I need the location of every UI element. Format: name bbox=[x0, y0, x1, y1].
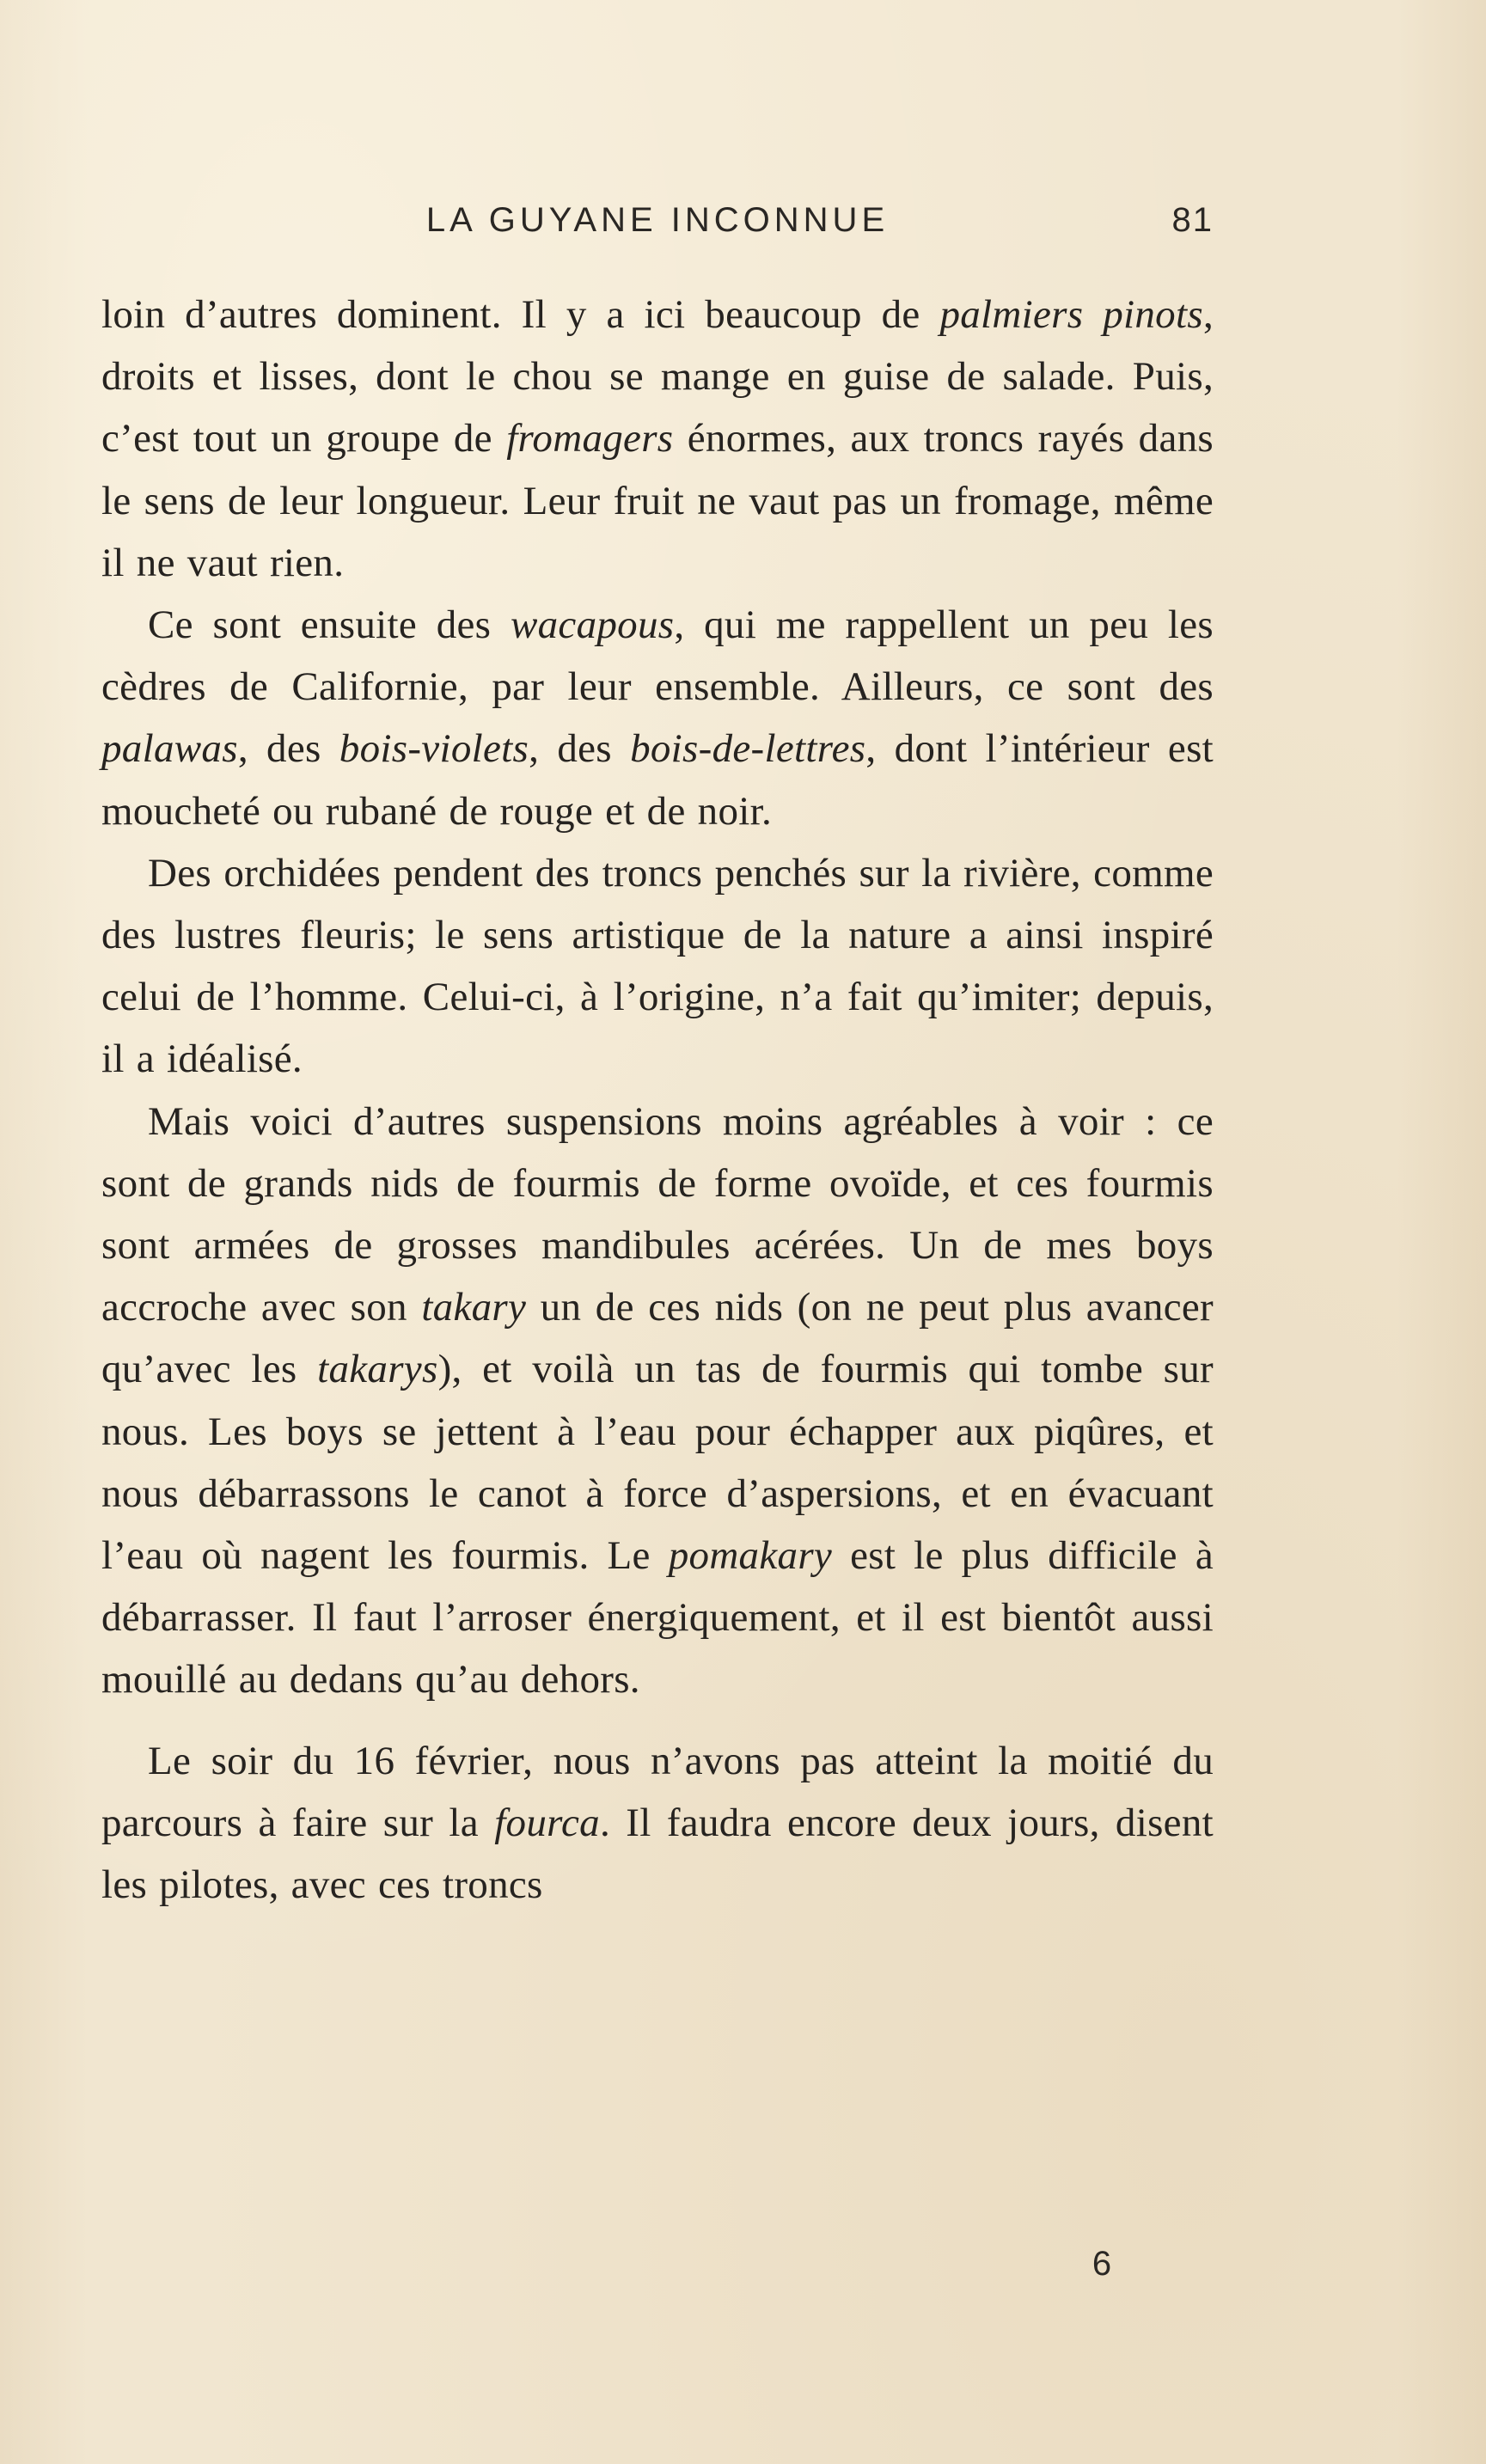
italic-term: bois-violets bbox=[339, 726, 529, 772]
text-run: est le plus difficile à débarrasser. Il faut l’arroser énergiquement, et il est bientôt aussi mouillé au dedans qu’au dehors. bbox=[101, 1533, 1214, 1703]
text-run: , dont l’intérieur est moucheté ou rubané de rouge et de noir. bbox=[101, 726, 1214, 834]
italic-term: bois-de-lettres bbox=[630, 726, 866, 772]
text-run: , des bbox=[237, 726, 339, 772]
italic-term: takary bbox=[421, 1285, 527, 1330]
running-title: LA GUYANE INCONNUE bbox=[425, 201, 890, 239]
italic-term: fourca bbox=[494, 1800, 600, 1845]
italic-term: takarys bbox=[317, 1347, 438, 1392]
text-run: ), et voilà un tas de fourmis qui tombe sur nous. Les boys se jettent à l’eau pour échapper aux piqûres, et nous débarrassons le canot à force d’aspersions, et en évacuant l’eau où nagent les fourmis. Le bbox=[101, 1347, 1214, 1579]
paragraph bbox=[101, 1091, 1214, 1711]
italic-term: wacapous bbox=[510, 602, 675, 648]
text-run: un de ces nids (on ne peut plus avancer qu’avec les bbox=[101, 1285, 1214, 1392]
running-head bbox=[101, 201, 1214, 253]
text-run: . Il faudra encore deux jours, disent les pilotes, avec ces troncs bbox=[101, 1800, 1214, 1908]
signature-mark: 6 bbox=[1092, 2245, 1112, 2283]
text-run: énormes, aux troncs rayés dans le sens de leur longueur. Leur fruit ne vaut pas un fromage, même il ne vaut rien. bbox=[101, 416, 1214, 585]
body-text bbox=[101, 284, 1214, 1916]
text-run: Des orchidées pendent des troncs penchés sur la rivière, comme des lustres fleuris; le sens artistique de la nature a ainsi inspiré celui de l’homme. Celui-ci, à l’origine, n’a fait qu’imiter; depuis, il a idéalisé. bbox=[101, 850, 1214, 1082]
text-run: , droits et lisses, dont le chou se mange en guise de salade. Puis, c’est tout un groupe de bbox=[101, 292, 1214, 462]
text-run: Le soir du 16 février, nous n’avons pas atteint la moitié du parcours à faire sur la bbox=[101, 1738, 1214, 1845]
italic-term: fromagers bbox=[506, 416, 674, 462]
text-run: Ce sont ensuite des bbox=[148, 602, 511, 648]
page-number: 81 bbox=[1171, 201, 1214, 239]
paragraph bbox=[101, 594, 1214, 842]
text-run: , qui me rappellent un peu les cèdres de Californie, par leur ensemble. Ailleurs, ce sont des bbox=[101, 602, 1214, 710]
text-run: Mais voici d’autres suspensions moins agréables à voir : ce sont de grands nids de fourmis de forme ovoïde, et ces fourmis sont armées de grosses mandibules acérées. Un de mes boys accroche avec son bbox=[101, 1098, 1214, 1330]
italic-term: pomakary bbox=[668, 1533, 833, 1579]
text-run: , des bbox=[529, 726, 631, 772]
paragraph bbox=[101, 284, 1214, 594]
italic-term: palmiers pinots bbox=[939, 292, 1203, 337]
italic-term: palawas bbox=[101, 726, 238, 772]
paragraph bbox=[101, 1730, 1214, 1917]
text-run: loin d’autres dominent. Il y a ici beaucoup de bbox=[101, 292, 940, 337]
paragraph bbox=[101, 842, 1214, 1091]
